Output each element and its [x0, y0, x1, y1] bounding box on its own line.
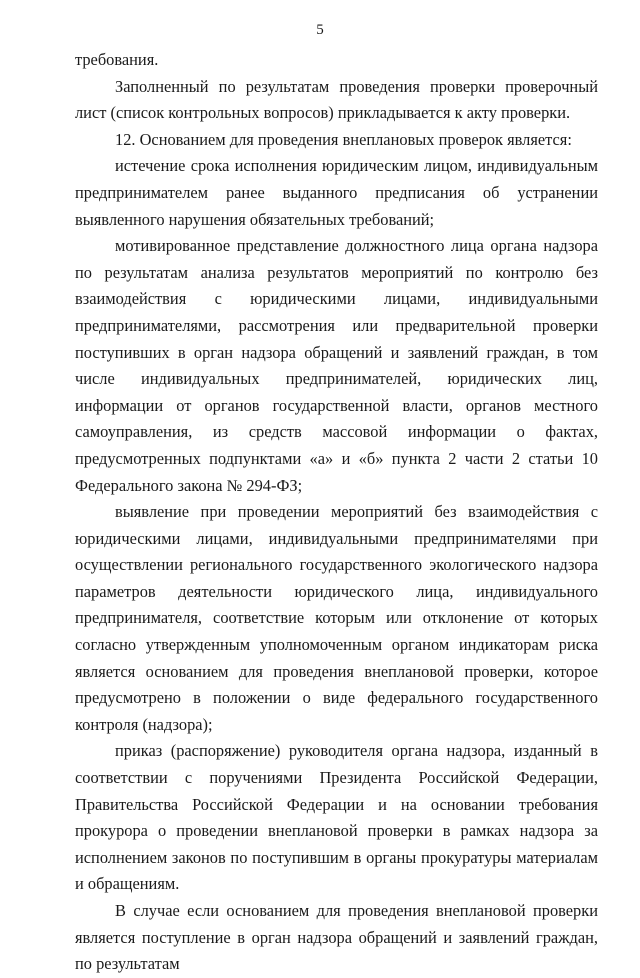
paragraph-ground-order: приказ (распоряжение) руководителя органа надзора, изданный в соответствии с поручениями Президента Российской Федерации, Правительства Российской Федерации и на основании требования прокурора о проведении внеплановой проверки в рамках надзора за исполнением законов по поступившим в органы прокуратуры материалам и обращениям.	[75, 741, 598, 894]
paragraph-ground-motivated-submission: мотивированное представление должностного лица органа надзора по результатам анализа результатов мероприятий по контролю без взаимодействия с юридическими лицами, индивидуальными предпринимателями, рассмотрения или предварительной проверки поступивших в орган надзора обращений и заявлений граждан, в том числе индивидуальных предпринимателей, юридических лиц, информации от органов государственной власти, органов местного самоуправления, из средств массовой информации о фактах, предусмотренных подпунктами «а» и «б» пункта 2 части 2 статьи 10 Федерального закона № 294-ФЗ;	[75, 236, 598, 495]
document-body	[75, 47, 598, 978]
paragraph-item-12-heading: 12. Основанием для проведения внеплановых проверок является:	[115, 129, 572, 149]
paragraph-ground-expiry: истечение срока исполнения юридическим лицом, индивидуальным предпринимателем ранее выданного предписания об устранении выявленного нарушения обязательных требований;	[75, 156, 598, 229]
page-number: 5	[316, 22, 324, 38]
paragraph-continuation: требования.	[75, 50, 159, 69]
paragraph-checklist-attachment: Заполненный по результатам проведения проверки проверочный лист (список контрольных вопросов) прикладывается к акту проверки.	[75, 76, 598, 123]
paragraph-ground-risk-indicators: выявление при проведении мероприятий без взаимодействия с юридическими лицами, индивидуальными предпринимателями при осуществлении регионального государственного экологического надзора параметров деятельности юридического лица, индивидуального предпринимателя, соответствие которым или отклонение от которых согласно утвержденным уполномоченным органом индикаторам риска является основанием для проведения внеплановой проверки, которое предусмотрено в положении о виде федерального государственного контроля (надзора);	[75, 502, 598, 734]
paragraph-citizen-complaints: В случае если основанием для проведения внеплановой проверки является поступление в орган надзора обращений и заявлений граждан, по результатам	[75, 901, 598, 974]
